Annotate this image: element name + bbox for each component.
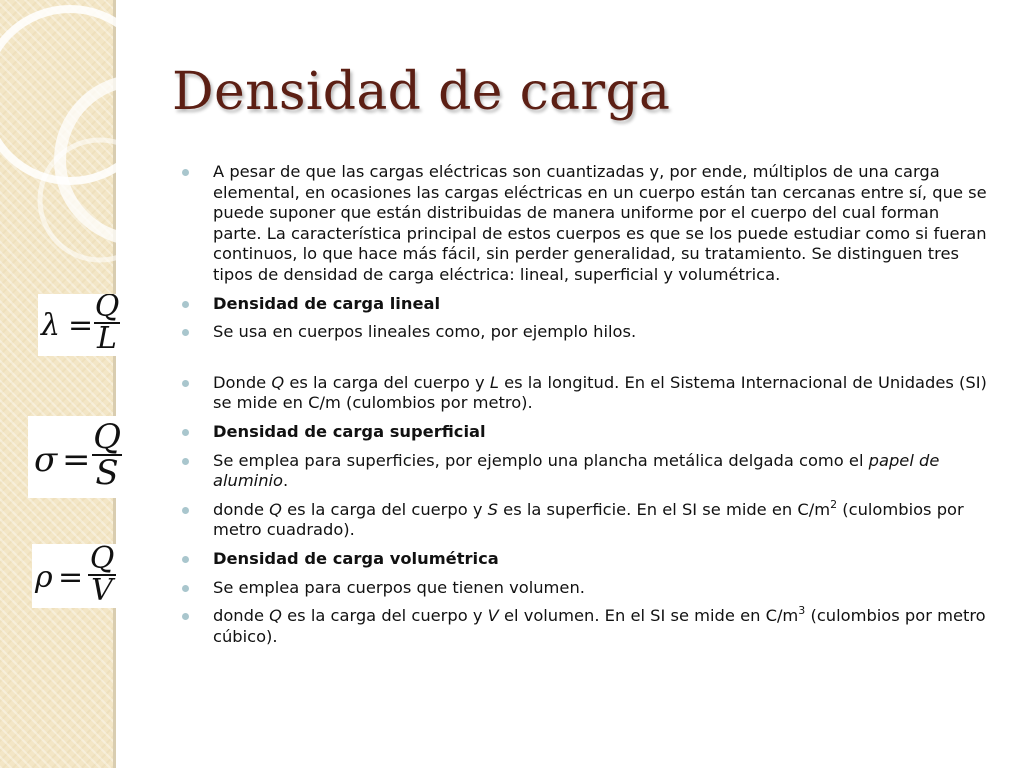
slide-title: Densidad de carga [172, 62, 671, 122]
bullet-marker [182, 429, 189, 436]
bullet-list [180, 162, 992, 647]
bullet-intro: A pesar de que las cargas eléctricas son cuantizadas y, por ende, múltiplos de una carga elemental, en ocasiones las cargas eléctricas en un cuerpo están tan cercanas entre sí, que se puede suponer que están distribuidas de manera uniforme por el cuerpo del cual forman parte. La característica principal de estos cuerpos es que se los puede estudiar como si fueran continuos, lo que hace más fácil, sin perder generalidad, su tratamiento. Se distinguen tres tipos de densidad de carga eléctrica: lineal, superficial y volumétrica. [180, 162, 992, 286]
bullet-marker [182, 380, 189, 387]
bullet-marker [182, 458, 189, 465]
bullet-heading-volumetrica: Densidad de carga volumétrica [180, 549, 992, 570]
bullet-marker [182, 169, 189, 176]
bullet-marker [182, 301, 189, 308]
bullet-superficial-definition: donde Q es la carga del cuerpo y S es la superficie. En el SI se mide en $C/m^2$ (culombios por metro cuadrado). [180, 500, 992, 541]
bullet-marker [182, 556, 189, 563]
bullet-volumetrica-use: Se emplea para cuerpos que tienen volumen. [180, 578, 992, 599]
bullet-marker [182, 329, 189, 336]
formula-volumetrica: ρ = Q V [32, 544, 118, 608]
slide-body [180, 162, 992, 655]
bullet-marker [182, 507, 189, 514]
formula-superficial: σ = Q S [28, 416, 124, 498]
bullet-volumetrica-definition: donde Q es la carga del cuerpo y V el volumen. En el SI se mide en $C/m^3$ (culombios por metro cúbico). [180, 606, 992, 647]
bullet-marker [182, 613, 189, 620]
bullet-lineal-use: Se usa en cuerpos lineales como, por ejemplo hilos. [180, 322, 992, 343]
bullet-marker [182, 585, 189, 592]
bullet-superficial-use: Se emplea para superficies, por ejemplo una plancha metálica delgada como el papel de aluminio. [180, 451, 992, 492]
bullet-heading-lineal: Densidad de carga lineal [180, 294, 992, 315]
formula-lineal: λ = Q L [38, 294, 122, 356]
bullet-heading-superficial: Densidad de carga superficial [180, 422, 992, 443]
bullet-lineal-definition: Donde Q es la carga del cuerpo y L es la longitud. En el Sistema Internacional de Unidades (SI) se mide en C/m (culombios por metro). [180, 373, 992, 414]
